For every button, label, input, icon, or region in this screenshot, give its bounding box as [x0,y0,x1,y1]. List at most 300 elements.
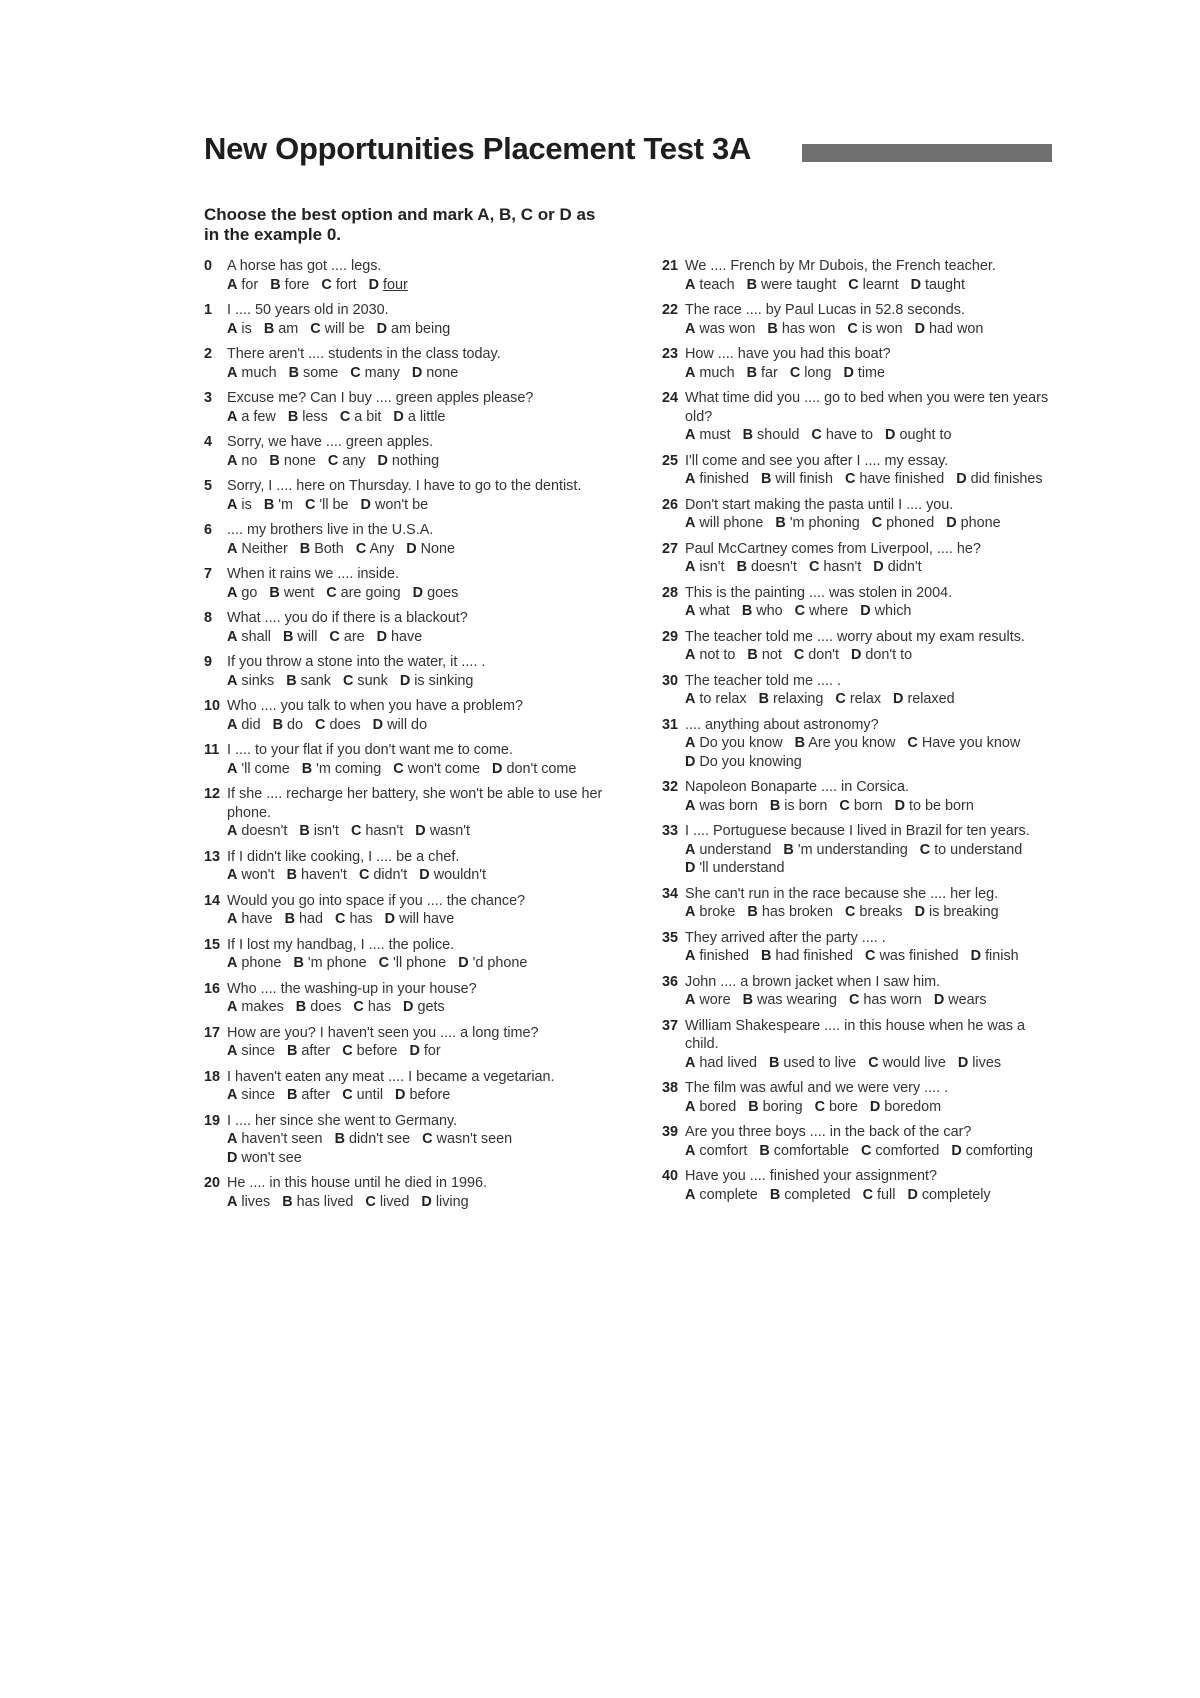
option-letter: D [860,603,871,619]
answer-option[interactable] [839,797,882,816]
answer-option[interactable] [915,903,999,922]
answer-option[interactable] [287,1042,330,1061]
option-letter: B [282,1193,293,1210]
option-text: boredom [884,1098,942,1115]
option-letter: A [685,320,696,337]
answer-option[interactable] [685,646,735,665]
option-text: comfort [699,1142,748,1159]
questions-column-right [662,257,1062,1211]
option-letter: B [761,948,772,964]
option-letter: A [685,1186,696,1203]
question-item [204,301,604,338]
option-text: who [756,603,783,619]
question-number: 11 [204,742,220,758]
answer-option[interactable] [326,584,400,603]
answer-option[interactable] [403,998,445,1017]
answer-option[interactable] [282,1193,353,1212]
answer-option[interactable] [843,364,885,383]
answer-option[interactable] [809,558,861,577]
answer-option[interactable] [685,470,749,489]
answer-option[interactable] [748,1098,802,1117]
answer-option[interactable] [340,408,382,427]
answer-option[interactable] [321,276,356,295]
answer-option[interactable] [769,1054,856,1073]
answer-option[interactable] [685,426,731,445]
option-text: comforted [875,1142,940,1159]
answer-option[interactable] [743,991,837,1010]
option-letter: A [227,276,238,293]
question-item [204,785,604,841]
answer-option[interactable] [747,276,837,295]
answer-option[interactable] [227,954,281,973]
answer-option[interactable] [227,584,257,603]
option-letter: B [301,760,313,777]
answer-option[interactable] [227,866,275,885]
option-letter: C [835,691,846,707]
answer-option[interactable] [287,866,347,885]
answer-option[interactable] [400,672,474,691]
answer-option[interactable] [335,1130,411,1149]
option-letter: D [376,320,388,337]
answer-option[interactable] [737,558,797,577]
option-text: didn't see [348,1131,411,1147]
option-letter: D [685,860,696,876]
option-letter: D [395,1087,406,1103]
option-text: has won [781,320,836,337]
question-item [204,1068,604,1105]
option-text: wears [948,992,987,1008]
answer-option[interactable] [685,734,783,753]
option-text: don't [808,647,840,663]
option-text: 'm phoning [789,515,860,531]
answer-option[interactable] [227,1130,323,1149]
answer-option[interactable] [409,1042,440,1061]
answer-option[interactable] [849,991,922,1010]
answer-option[interactable] [915,320,984,339]
question-text: If she .... recharge her battery, she won't be able to use her phone. [227,786,603,821]
answer-option[interactable] [264,320,298,339]
answer-option[interactable] [893,690,955,709]
answer-option[interactable] [759,1142,849,1161]
answer-option[interactable] [934,991,987,1010]
answer-option[interactable] [377,320,451,339]
option-text: complete [699,1186,758,1203]
option-text: did finishes [970,471,1043,487]
option-letter: B [299,540,311,557]
answer-option[interactable] [951,1142,1033,1161]
answer-option[interactable] [865,947,959,966]
answer-option[interactable] [269,452,315,471]
option-text: will phone [699,515,764,531]
answer-option[interactable] [328,452,366,471]
option-letter: B [269,584,280,601]
answer-option[interactable] [361,496,429,515]
option-text: were taught [761,276,837,293]
option-letter: D [869,1098,881,1115]
answer-option[interactable] [885,426,951,445]
option-letter: D [910,276,922,293]
question-item [204,1024,604,1061]
question-number: 5 [204,478,213,494]
question-item [662,716,1062,772]
answer-option[interactable] [790,364,832,383]
option-text: don't come [506,760,577,777]
option-text: lived [379,1193,410,1210]
question-item [204,848,604,885]
answer-option[interactable] [379,954,447,973]
option-letter: D [885,427,896,443]
answer-option[interactable] [299,822,339,841]
option-text: have finished [859,471,945,487]
question-text: William Shakespeare .... in this house when he was a child. [685,1017,1025,1052]
answer-option[interactable] [302,760,382,779]
answer-option[interactable] [227,998,284,1017]
option-text: has lived [296,1193,354,1210]
option-letter: C [378,955,390,971]
question-text: Who .... you talk to when you have a problem? [227,698,523,714]
answer-option[interactable] [227,364,277,383]
answer-option[interactable] [795,602,849,621]
answer-option[interactable] [870,1098,941,1117]
answer-option[interactable] [920,841,1022,860]
answer-options [227,496,604,515]
answer-option[interactable] [227,760,290,779]
option-letter: C [849,992,860,1008]
question-item [662,672,1062,709]
answer-option[interactable] [377,628,423,647]
option-text: gets [417,999,445,1015]
answer-option[interactable] [860,602,911,621]
answer-option[interactable] [335,910,373,929]
option-text: a bit [354,408,382,425]
answer-option[interactable] [851,646,912,665]
option-text: Any [369,540,395,557]
answer-option[interactable] [227,496,252,515]
option-text: goes [427,584,459,601]
answer-option[interactable] [227,822,287,841]
answer-option[interactable] [747,364,778,383]
option-letter: D [406,540,417,557]
answer-option[interactable] [412,364,458,383]
question-number: 14 [204,892,221,909]
question-text: There aren't .... students in the class today. [227,346,501,362]
answer-option[interactable] [329,628,364,647]
question-item [662,345,1062,382]
answer-option[interactable] [685,320,755,339]
question-number: 12 [204,786,221,802]
answer-option[interactable] [285,910,323,929]
option-text: for [241,276,259,293]
answer-option[interactable] [227,1193,270,1212]
question-number: 13 [204,848,221,865]
answer-option[interactable] [847,320,902,339]
answer-option[interactable] [342,1086,383,1105]
option-letter: A [227,760,238,777]
answer-option[interactable] [794,646,839,665]
answer-option[interactable] [868,1054,946,1073]
option-text: isn't [313,823,339,839]
answer-option[interactable] [907,1186,990,1205]
option-letter: D [893,691,904,707]
answer-option[interactable] [289,364,339,383]
answer-option[interactable] [685,690,747,709]
option-text: lives [972,1054,1002,1071]
option-text: to be born [909,797,974,814]
answer-option[interactable] [353,998,391,1017]
answer-option[interactable] [421,1193,468,1212]
answer-option[interactable] [770,1186,851,1205]
question-number: 28 [662,584,679,601]
answer-option[interactable] [815,1098,858,1117]
option-text: makes [241,999,284,1015]
question-item [204,1112,604,1168]
option-text: Neither [241,540,288,557]
question-number: 34 [662,885,679,902]
option-letter: B [742,427,753,443]
answer-option[interactable] [861,1142,939,1161]
question-number: 0 [204,258,213,274]
answer-option[interactable] [359,866,407,885]
answer-option[interactable] [685,1054,757,1073]
answer-option[interactable] [685,558,725,577]
question-text: .... my brothers live in the U.S.A. [227,522,434,538]
option-letter: C [342,1043,353,1059]
answer-option[interactable] [286,672,331,691]
question-item [204,1174,604,1211]
option-letter: B [741,603,753,619]
question-number: 4 [204,434,213,450]
option-letter: C [315,716,326,733]
option-letter: A [227,408,238,425]
answer-option[interactable] [747,903,833,922]
answer-option[interactable] [227,1086,275,1105]
answer-option[interactable] [685,841,771,860]
answer-option[interactable] [685,1098,736,1117]
answer-option[interactable] [227,910,273,929]
answer-option[interactable] [685,859,785,878]
answer-option[interactable] [385,910,455,929]
answer-option[interactable] [845,470,944,489]
answer-option[interactable] [685,991,731,1010]
question-text: Are you three boys .... in the back of the car? [685,1124,972,1140]
answer-option[interactable] [795,734,896,753]
answer-option[interactable] [747,646,781,665]
option-letter: C [304,496,316,513]
answer-option[interactable] [685,903,735,922]
option-letter: C [845,904,856,920]
option-letter: B [775,515,786,531]
answer-option[interactable] [761,947,853,966]
question-text: She can't run in the race because she .... her leg. [685,885,999,902]
answer-option[interactable] [227,540,288,559]
option-text: sunk [357,672,388,689]
option-letter: A [227,452,238,469]
option-letter: B [747,904,758,920]
answer-option[interactable] [270,276,309,295]
answer-option[interactable] [264,496,293,515]
question-number: 8 [204,610,213,626]
answer-options [685,320,1062,339]
option-text: which [874,603,912,619]
answer-option[interactable] [685,797,758,816]
answer-option[interactable] [273,716,303,735]
answer-option[interactable] [911,276,965,295]
answer-option[interactable] [227,716,261,735]
answer-options [685,1186,1062,1205]
answer-option[interactable] [835,690,881,709]
answer-option[interactable] [770,797,828,816]
answer-option[interactable] [783,841,907,860]
answer-option[interactable] [287,1086,330,1105]
option-letter: D [368,276,380,293]
answer-option[interactable] [863,1186,896,1205]
option-letter: A [227,1043,238,1059]
option-text: bore [829,1098,858,1115]
option-text: sinks [241,672,275,689]
answer-option[interactable] [269,584,314,603]
answer-option[interactable] [293,954,366,973]
answer-option[interactable] [685,1186,758,1205]
answer-option[interactable] [685,1142,747,1161]
option-letter: D [851,647,862,663]
answer-option[interactable] [283,628,317,647]
option-text: time [857,364,886,381]
answer-option[interactable] [227,320,252,339]
answer-option[interactable] [761,470,833,489]
answer-option[interactable] [873,558,921,577]
option-letter: A [227,496,238,513]
answer-option[interactable] [227,408,276,427]
answer-option[interactable] [300,540,344,559]
option-text: must [699,427,731,443]
option-letter: A [685,427,696,443]
answer-option[interactable] [393,408,445,427]
answer-options [227,954,604,973]
answer-option[interactable] [848,276,898,295]
option-letter: A [227,1087,238,1103]
answer-option[interactable] [685,364,735,383]
option-text: won't be [374,496,429,513]
option-text: 'm phone [307,955,367,971]
answer-option[interactable] [356,540,394,559]
answer-option[interactable] [227,276,258,295]
option-text: until [356,1087,384,1103]
answer-option[interactable] [296,998,342,1017]
answer-option[interactable] [685,514,763,533]
answer-options [685,991,1062,1010]
answer-option[interactable] [956,470,1042,489]
answer-option[interactable] [413,584,459,603]
answer-option[interactable] [227,1042,275,1061]
answer-option[interactable] [775,514,859,533]
option-text: won't come [407,760,481,777]
option-text: had lived [699,1054,758,1071]
answer-option[interactable] [845,903,903,922]
answer-option[interactable] [895,797,974,816]
answer-option[interactable] [492,760,576,779]
answer-options [685,514,1062,533]
option-letter: B [794,735,806,751]
answer-option[interactable] [369,276,408,295]
option-letter: A [227,540,238,557]
option-letter: C [871,515,883,531]
question-item [662,973,1062,1010]
answer-option[interactable] [395,1086,450,1105]
question-number: 6 [204,522,213,538]
option-letter: A [685,1054,696,1071]
question-item [662,540,1062,577]
answer-option[interactable] [971,947,1019,966]
answer-option[interactable] [419,866,486,885]
answer-option[interactable] [811,426,873,445]
answer-option[interactable] [343,672,388,691]
option-letter: A [685,647,696,663]
answer-option[interactable] [365,1193,409,1212]
answer-option[interactable] [227,452,257,471]
answer-option[interactable] [350,364,400,383]
answer-option[interactable] [415,822,470,841]
answer-option[interactable] [946,514,1000,533]
question-number: 3 [204,390,213,406]
option-letter: D [685,753,696,770]
answer-option[interactable] [227,628,271,647]
question-number: 30 [662,672,679,689]
option-letter: D [360,496,371,513]
answer-option[interactable] [767,320,835,339]
answer-option[interactable] [458,954,527,973]
option-letter: D [419,867,430,883]
answer-option[interactable] [351,822,403,841]
option-text: phone [241,955,282,971]
answer-option[interactable] [393,760,480,779]
answer-option[interactable] [342,1042,397,1061]
answer-option[interactable] [907,734,1020,753]
answer-option[interactable] [872,514,934,533]
answer-option[interactable] [227,672,274,691]
answer-option[interactable] [743,426,800,445]
answer-option[interactable] [422,1130,512,1149]
answer-option[interactable] [685,753,802,772]
option-letter: A [685,276,696,293]
answer-option[interactable] [742,602,783,621]
answer-option[interactable] [685,602,730,621]
question-item [662,778,1062,815]
answer-option[interactable] [759,690,824,709]
answer-option[interactable] [305,496,349,515]
option-text: haven't seen [241,1131,323,1147]
answer-option[interactable] [227,1149,302,1168]
option-text: 'm understanding [797,841,908,858]
option-text: won't [241,867,275,883]
option-text: phoned [886,515,935,531]
answer-option[interactable] [685,947,749,966]
answer-option[interactable] [685,276,735,295]
option-text: will be [324,320,365,337]
answer-option[interactable] [406,540,455,559]
option-text: will do [387,716,428,733]
answer-option[interactable] [315,716,361,735]
answer-option[interactable] [958,1054,1001,1073]
option-text: doesn't [750,559,797,575]
answer-option[interactable] [377,452,439,471]
answer-option[interactable] [373,716,427,735]
answer-options [227,716,604,735]
answer-option[interactable] [310,320,364,339]
option-letter: B [746,364,758,381]
option-text: have [241,911,273,927]
answer-option[interactable] [288,408,328,427]
option-letter: D [843,364,854,381]
